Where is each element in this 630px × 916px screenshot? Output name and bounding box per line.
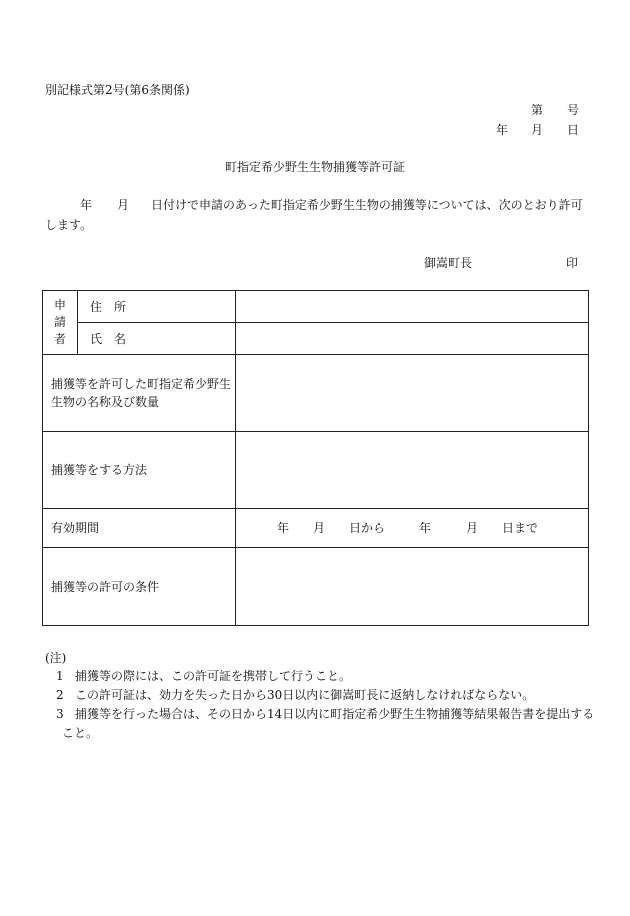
period-end-suffix: 日まで: [502, 521, 539, 535]
period-end-month: 月: [466, 521, 479, 535]
period-label: 有効期間: [43, 509, 236, 548]
method-label: 捕獲等をする方法: [43, 432, 236, 509]
table-row-name: [43, 323, 589, 355]
note-1-number: 1: [56, 669, 64, 683]
name-field[interactable]: [236, 323, 589, 355]
table-row-conditions: [43, 548, 589, 626]
issuer-mayor: 御嵩町長: [424, 256, 473, 270]
issue-date-day: 日: [567, 123, 580, 137]
issue-date-year: 年: [496, 123, 509, 137]
note-1-text: 捕獲等の際には、この許可証を携帯して行うこと。: [75, 669, 352, 683]
conditions-label: 捕獲等の許可の条件: [43, 548, 236, 626]
body-line-2: します。: [45, 218, 93, 232]
seal-mark: 印: [566, 256, 579, 270]
conditions-field[interactable]: [236, 548, 589, 626]
body-month: 月: [117, 198, 130, 212]
body-year: 年: [80, 198, 93, 212]
note-3-number: 3: [56, 707, 64, 721]
note-2-number: 2: [56, 688, 64, 702]
table-row-address: [43, 291, 589, 323]
note-3-continuation: こと。: [62, 726, 99, 740]
note-2-text: この許可証は、効力を失った日から30日以内に御嵩町長に返納しなければならない。: [75, 688, 535, 702]
address-field[interactable]: [236, 291, 589, 323]
period-field[interactable]: [236, 509, 589, 548]
period-end-year: 年: [419, 521, 432, 535]
address-label: 住 所: [78, 291, 236, 323]
species-label: [43, 355, 236, 432]
species-label-line-2: 生物の名称及び数量: [51, 395, 160, 409]
document-title: 町指定希少野生生物捕獲等許可証: [224, 160, 405, 174]
name-label: 氏 名: [78, 323, 236, 355]
species-field[interactable]: [236, 355, 589, 432]
applicant-char-1: 申: [53, 298, 66, 312]
species-label-line-1: 捕獲等を許可した町指定希少野生: [51, 377, 232, 391]
method-field[interactable]: [236, 432, 589, 509]
period-start-suffix: 日から: [349, 521, 386, 535]
permit-table: [42, 290, 589, 626]
table-row-species: [43, 355, 589, 432]
number-suffix: 号: [567, 103, 580, 117]
form-identifier: 別記様式第2号(第6条関係): [45, 83, 190, 97]
table-row-method: [43, 432, 589, 509]
issue-date-month: 月: [531, 123, 544, 137]
notes-heading: (注): [45, 651, 67, 665]
table-row-period: [43, 509, 589, 548]
applicant-char-3: 者: [53, 332, 66, 346]
note-3-text: 捕獲等を行った場合は、その日から14日以内に町指定希少野生生物捕獲等結果報告書を提出する: [75, 707, 595, 721]
applicant-label: [43, 291, 78, 355]
body-line-1: 日付けで申請のあった町指定希少野生生物の捕獲等については、次のとおり許可: [151, 198, 583, 212]
period-start-month: 月: [313, 521, 326, 535]
applicant-char-2: 請: [53, 315, 66, 329]
period-start-year: 年: [277, 521, 290, 535]
number-prefix: 第: [531, 103, 544, 117]
